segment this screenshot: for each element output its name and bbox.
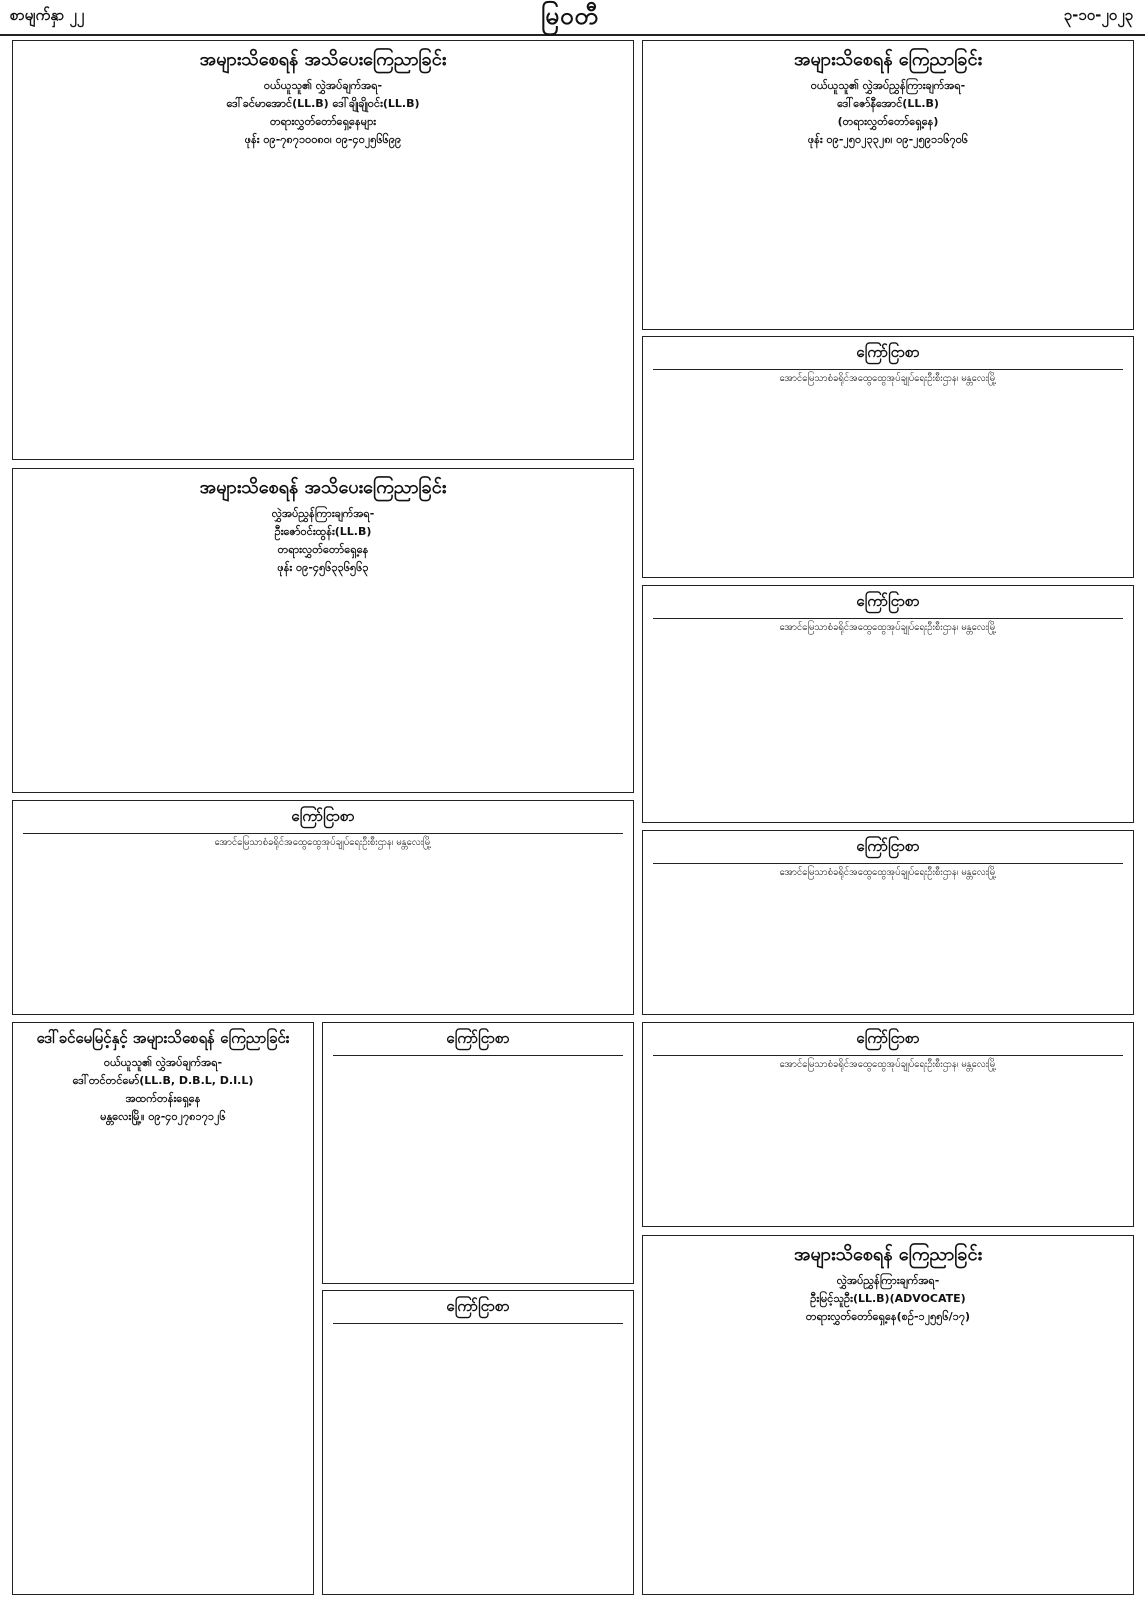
newspaper-header <box>0 0 1145 36</box>
notice-public-announcement-3 <box>12 468 634 793</box>
notice-title: ဒေါ်ခင်မေမြင့်နှင့် အများသိစေရန် ကြေညာခြင်း <box>36 1029 290 1047</box>
notice-advertisement-7 <box>322 1290 634 1595</box>
notice-advertisement-3 <box>12 800 634 1015</box>
notice-footer: အောင်မြေသာစံခရိုင်အထွေထွေအုပ်ချုပ်ရေးဦးစီးဌာန၊ မန္တလေးမြို့ <box>653 618 1123 635</box>
notice-footer: အောင်မြေသာစံခရိုင်အထွေထွေအုပ်ချုပ်ရေးဦးစီးဌာန၊ မန္တလေးမြို့ <box>653 863 1123 880</box>
signature-line: ဦးဇော်ဝင်းထွန်း(LL.B) <box>274 525 372 538</box>
notice-title: ကြော်ငြာစာ <box>856 343 920 361</box>
notice-public-announcement-1 <box>12 40 634 460</box>
signature-line: ဖုန်း ၀၉-၂၅၀၂၃၃၂၈၊ ၀၉-၂၅၉၁၁၆၇၀၆ <box>807 133 969 146</box>
notice-title: ကြော်ငြာစာ <box>856 592 920 610</box>
signature-line: ဒေါ်ဇော်နီအောင်(LL.B) <box>837 97 939 110</box>
signature-line: တရားလွှတ်တော်ရှေ့နေ <box>277 543 369 556</box>
notice-footer: အောင်မြေသာစံခရိုင်အထွေထွေအုပ်ချုပ်ရေးဦးစီးဌာန၊ မန္တလေးမြို့ <box>653 1055 1123 1072</box>
notice-title: ကြော်ငြာစာ <box>446 1029 510 1047</box>
signature-line: တရားလွှတ်တော်ရှေ့နေ(စဉ်-၁၂၅၅၆/၁၇) <box>805 1310 971 1323</box>
notice-footer <box>333 1055 623 1058</box>
notice-advertisement-5 <box>642 1022 1134 1227</box>
signature-line: ဝယ်ယူသူ၏ လွှဲအပ်ညွှန်ကြားချက်အရ- <box>810 79 966 92</box>
page-number: စာမျက်နှာ ၂၂ <box>10 6 85 24</box>
signature-line: လွှဲအပ်ညွှန်ကြားချက်အရ- <box>836 1274 940 1287</box>
notice-advertisement-6 <box>322 1022 634 1284</box>
signature-line: တရားလွှတ်တော်ရှေ့နေများ <box>269 115 377 128</box>
signature-line: ဖုန်း ၀၉-၇၈၇၁၀၀၈၀၊ ၀၉-၄၀၂၅၆၆၉၉ <box>244 133 402 146</box>
notice-advertisement-2 <box>642 585 1134 823</box>
notice-title: ကြော်ငြာစာ <box>446 1297 510 1315</box>
notice-title: ကြော်ငြာစာ <box>856 1029 920 1047</box>
signature-line: (တရားလွှတ်တော်ရှေ့နေ) <box>837 115 939 128</box>
notice-title: အများသိစေရန် အသိပေးကြေညာခြင်း <box>199 49 447 70</box>
notice-khin-may-myint-announcement <box>12 1022 314 1595</box>
notice-advertisement-4 <box>642 830 1134 1015</box>
signature-line: ဒေါ်တင်တင်မော်(LL.B, D.B.L, D.I.L) <box>72 1074 254 1087</box>
signature-line: ဝယ်ယူသူ၏ လွှဲအပ်ချက်အရ- <box>263 79 383 92</box>
notice-public-announcement-4 <box>642 1235 1134 1595</box>
signature-line: ဦးမြင့်သူဦး(LL.B)(ADVOCATE) <box>810 1292 966 1305</box>
signature-line: ဝယ်ယူသူ၏ လွှဲအပ်ချက်အရ- <box>103 1056 223 1069</box>
notice-title: အများသိစေရန် အသိပေးကြေညာခြင်း <box>199 477 447 498</box>
notice-footer <box>333 1323 623 1326</box>
notice-title: ကြော်ငြာစာ <box>291 807 355 825</box>
signature-line: မန္တလေးမြို့။ ၀၉-၄၀၂၇၈၁၇၁၂၆ <box>100 1110 226 1123</box>
signature-line: အထက်တန်းရှေ့နေ <box>125 1092 201 1105</box>
notice-footer: အောင်မြေသာစံခရိုင်အထွေထွေအုပ်ချုပ်ရေးဦးစီးဌာန၊ မန္တလေးမြို့ <box>653 369 1123 386</box>
issue-date: ၃-၁၀-၂၀၂၃ <box>1063 6 1133 24</box>
signature-line: ဖုန်း ၀၉-၄၅၆၃၃၆၅၆၃ <box>277 561 369 574</box>
signature-line: ဒေါ်ခင်မာအောင်(LL.B) ဒေါ်ချိုချိုဝင်း(LL.B) <box>226 97 420 110</box>
notice-title: အများသိစေရန် ကြေညာခြင်း <box>793 49 983 70</box>
notice-title: အများသိစေရန် ကြေညာခြင်း <box>793 1244 983 1265</box>
notice-public-announcement-2 <box>642 40 1134 330</box>
newspaper-logo: မြဝတီ <box>541 2 599 30</box>
notice-advertisement-1 <box>642 336 1134 578</box>
notice-footer: အောင်မြေသာစံခရိုင်အထွေထွေအုပ်ချုပ်ရေးဦးစီးဌာန၊ မန္တလေးမြို့ <box>23 833 623 850</box>
signature-line: လွှဲအပ်ညွှန်ကြားချက်အရ- <box>271 507 375 520</box>
notice-title: ကြော်ငြာစာ <box>856 837 920 855</box>
